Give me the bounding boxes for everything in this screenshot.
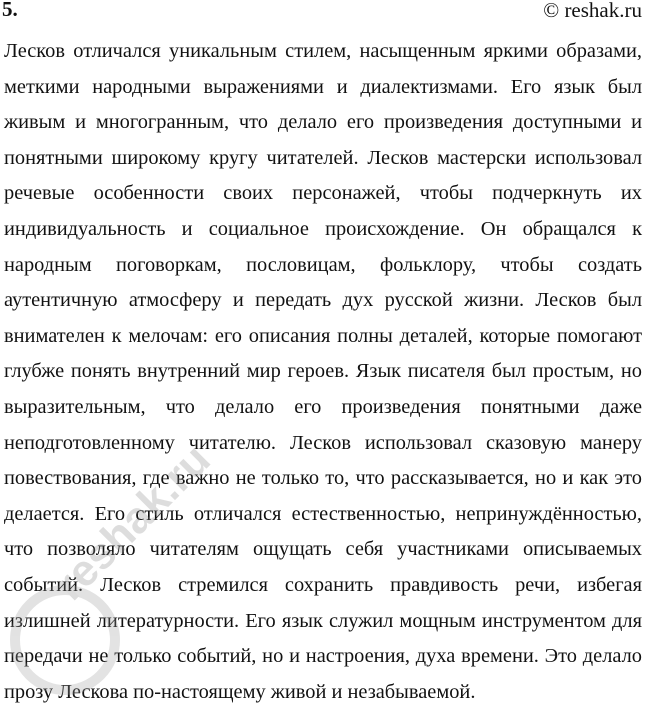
page-header (0, 0, 646, 30)
answer-paragraph: Лесков отличался уникальным стилем, насыщенным яркими образами, меткими народными выражениями и диалектизмами. Его язык был живым и многогранным, что делало его произведения доступными и понятными широкому кругу читателей. Лесков мастерски использовал речевые особенности своих персонажей, чтобы подчеркнуть их индивидуальность и социальное происхождение. Он обращался к народным поговоркам, пословицам, фольклору, чтобы создать аутентичную атмосферу и передать дух русской жизни. Лесков был внимателен к мелочам: его описания полны деталей, которые помогают глубже понять внутренний мир героев. Язык писателя был простым, но выразительным, что делало его произведения понятными даже неподготовленному читателю. Лесков использовал сказовую манеру повествования, где важно не только то, что рассказывается, но и как это делается. Его стиль отличался естественностью, непринуждённостью, что позволяло читателям ощущать себя участниками описываемых событий. Лесков стремился сохранить правдивость речи, избегая излишней литературности. Его язык служил мощным инструментом для передачи не только событий, но и настроения, духа времени. Это делало прозу Лескова по-настоящему живой и незабываемой. (4, 40, 642, 703)
watermark-text: reshak.ru (45, 434, 220, 610)
task-number: 5. (2, 0, 18, 21)
copyright-mark: © reshak.ru (543, 0, 642, 22)
